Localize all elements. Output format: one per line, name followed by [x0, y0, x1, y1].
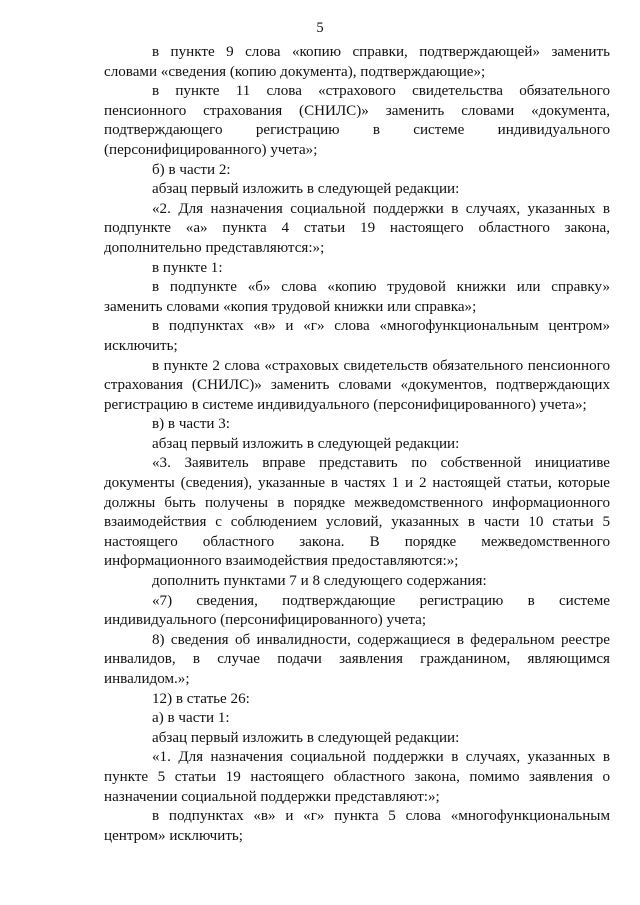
paragraph: дополнить пунктами 7 и 8 следующего содержания:: [152, 573, 487, 590]
paragraph: «3. Заявитель вправе представить по собственной инициативе документы (сведения), указанные в частях 1 и 2 настоящей статьи, которые должны быть получены в порядке межведомственного информационного взаимодействия с соблюдением условий, указанных в части 10 статьи 5 настоящего областного закона. В порядке межведомственного информационного взаимодействия предоставляются:»;: [104, 455, 610, 570]
paragraph: в подпунктах «в» и «г» пункта 5 слова «многофункциональным центром» исключить;: [104, 808, 610, 844]
paragraph: абзац первый изложить в следующей редакции:: [152, 181, 460, 198]
paragraph: б) в части 2:: [152, 161, 231, 178]
paragraph: «1. Для назначения социальной поддержки в случаях, указанных в пункте 5 статьи 19 настоящего областного закона, помимо заявления о назначении социальной поддержки представляют:»;: [104, 749, 610, 805]
paragraph: «7) сведения, подтверждающие регистрацию в системе индивидуального (персонифицированного) учета;: [104, 592, 610, 629]
paragraph: 8) сведения об инвалидности, содержащиеся в федеральном реестре инвалидов, в случае подачи заявления гражданином, являющимся инвалидом.»;: [104, 631, 610, 687]
paragraph: в пункте 9 слова «копию справки, подтверждающей» заменить словами «сведения (копию документа), подтверждающие»;: [104, 44, 610, 80]
paragraph: в подпунктах «в» и «г» слова «многофункциональным центром» исключить;: [104, 318, 610, 354]
paragraph: «2. Для назначения социальной поддержки в случаях, указанных в подпункте «а» пункта 4 статьи 19 настоящего областного закона, дополнительно представляются:»;: [104, 200, 610, 256]
paragraph: в пункте 2 слова «страховых свидетельств обязательного пенсионного страхования (СНИЛС)» заменить словами «документов, подтверждающих регистрацию в системе индивидуального (персонифицированного) учета»;: [104, 357, 610, 413]
paragraph: в пункте 11 слова «страхового свидетельства обязательного пенсионного страхования (СНИЛС)» заменить словами «документа, подтверждающего регистрацию в системе индивидуального (персонифицированного) учета»;: [104, 83, 610, 158]
paragraph: 12) в статье 26:: [152, 690, 250, 707]
page-number: 5: [316, 20, 324, 36]
paragraph: абзац первый изложить в следующей редакции:: [152, 729, 460, 746]
paragraph: в подпункте «б» слова «копию трудовой книжки или справку» заменить словами «копия трудовой книжки или справка»;: [104, 279, 610, 315]
paragraph: в) в части 3:: [152, 416, 231, 433]
paragraph: абзац первый изложить в следующей редакции:: [152, 435, 460, 452]
paragraph: в пункте 1:: [152, 259, 223, 276]
document-body: [104, 43, 610, 846]
paragraph: а) в части 1:: [152, 710, 230, 727]
